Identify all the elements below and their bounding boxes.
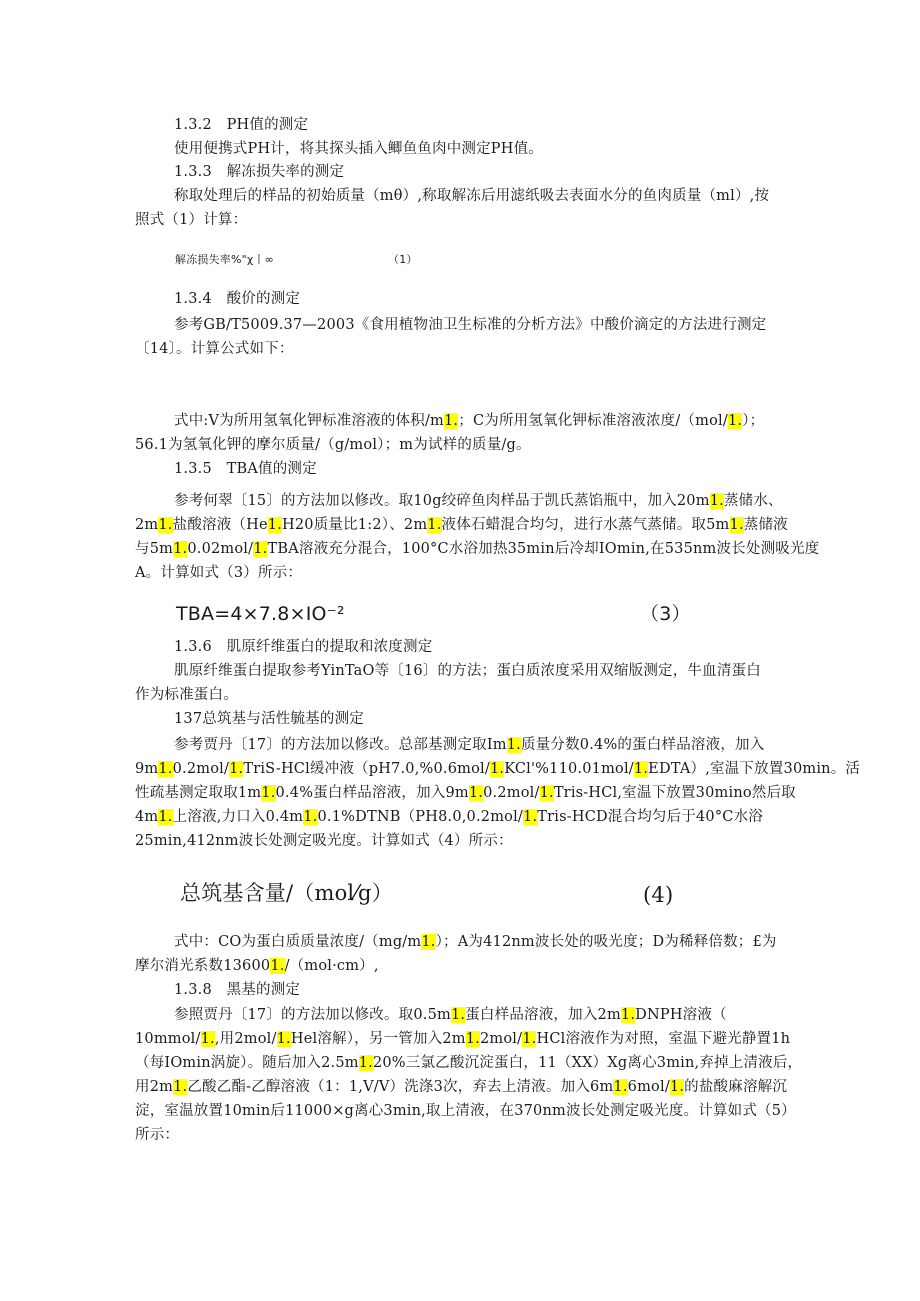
text-segment: 0.02mol/ — [187, 541, 254, 557]
text-segment: 上溶液,力口入0.4m — [172, 809, 304, 825]
text-line — [135, 808, 763, 828]
highlighted-unit: 1. — [158, 761, 173, 777]
text-segment: 所示： — [135, 1127, 180, 1143]
highlighted-unit: 1. — [523, 809, 538, 825]
text-line — [135, 436, 531, 456]
text-line — [135, 1078, 787, 1098]
highlighted-unit: 1. — [200, 1031, 215, 1047]
highlighted-unit: 1. — [270, 958, 285, 974]
text-segment: 1.3.6 肌原纤维蛋白的提取和浓度测定 — [174, 639, 433, 655]
text-line — [135, 516, 788, 536]
text-line — [174, 933, 777, 953]
text-segment: 6mol/ — [627, 1079, 670, 1095]
text-line — [174, 163, 344, 183]
highlighted-unit: 1. — [267, 517, 283, 533]
text-segment: Tris-HCD混合均匀后于40°C水浴 — [537, 809, 764, 825]
text-segment: 137总筑基与活性毓基的测定 — [174, 711, 364, 727]
highlighted-unit: 1. — [633, 761, 649, 777]
text-line — [174, 187, 769, 207]
text-segment: TriS-HCl缓冲液（pH7.0,%0.6mol/ — [243, 761, 490, 777]
text-segment: 25min,412nm波长处测定吸光度。计算如式（4）所示： — [135, 833, 513, 849]
formula-1-number: （1） — [388, 253, 418, 266]
text-line — [135, 686, 238, 706]
text-line — [135, 957, 379, 977]
highlighted-unit: 1. — [709, 493, 724, 509]
text-segment: ）；A为412nm波长处的吸光度；D为稀释倍数；£为 — [435, 934, 777, 950]
highlighted-unit: 1. — [539, 785, 554, 801]
highlighted-unit: 1. — [358, 1055, 373, 1071]
text-segment: 参考贾丹〔17〕的方法加以修改。总部基测定取Im — [174, 737, 507, 753]
text-segment: /（mol·cm）, — [284, 958, 379, 974]
text-segment: 0.1%DTNB（PH8.0,0.2mol/ — [317, 809, 524, 825]
text-segment: ；C为所用氢氧化钾标准溶液浓度/（mol/ — [458, 413, 728, 429]
highlighted-unit: 1. — [276, 1031, 291, 1047]
text-segment: 质量分数0.4%的蛋白样品溶液，加入 — [520, 737, 765, 753]
text-segment: 参照贾丹〔17〕的方法加以修改。取0.5m — [174, 1007, 451, 1023]
text-segment: 作为标准蛋白。 — [135, 687, 238, 703]
text-segment: 盐酸溶液（He — [172, 517, 268, 533]
text-segment: 的盐酸麻溶解沉 — [684, 1079, 788, 1095]
text-line — [174, 492, 783, 512]
text-line — [174, 460, 317, 480]
highlighted-unit: 1. — [465, 1031, 480, 1047]
formula-4-number: (4) — [643, 883, 674, 907]
text-segment: 蛋白样品溶液，加入2m — [465, 1007, 621, 1023]
text-line — [135, 1030, 790, 1050]
formula-3: TBA=4×7.8×IO⁻² — [176, 603, 345, 625]
text-segment: A。计算如式（3）所示： — [135, 565, 303, 581]
text-line — [174, 1006, 727, 1026]
text-segment: ,用2mol/ — [214, 1031, 277, 1047]
highlighted-unit: 1. — [421, 934, 436, 950]
text-segment: 2m — [135, 517, 159, 533]
formula-1: 解冻损失率%"χ丨∞ — [175, 253, 275, 266]
highlighted-unit: 1. — [173, 1079, 188, 1095]
text-segment: 0.2mol/ — [483, 785, 540, 801]
highlighted-unit: 1. — [450, 1007, 466, 1023]
highlighted-unit: 1. — [427, 517, 442, 533]
text-segment: 2mol/ — [480, 1031, 523, 1047]
text-line — [135, 1126, 179, 1146]
text-segment: Tris-HCl,室温下放置30mino然后取 — [553, 785, 796, 801]
text-segment: 照式（1）计算： — [135, 212, 248, 228]
text-segment: 称取处理后的样品的初始质量（mθ）,称取解冻后用滤纸吸去表面水分的鱼肉质量（ml）,按 — [174, 188, 770, 204]
text-line — [135, 564, 302, 584]
text-line — [174, 290, 300, 310]
text-line — [174, 736, 764, 756]
text-segment: 1.3.2 PH值的测定 — [174, 117, 309, 133]
text-segment: 9m — [135, 761, 159, 777]
text-line — [135, 540, 819, 560]
formula-3-number: （3） — [640, 603, 691, 625]
text-segment: 蒸储水、 — [723, 493, 783, 509]
text-segment: 淀，室温放置10min后11000×g离心3min,取上清液，在370nm波长处测定吸光度。计算如式（5） — [135, 1103, 796, 1119]
highlighted-unit: 1. — [158, 517, 173, 533]
text-segment: 〔14〕。计算公式如下： — [135, 341, 294, 357]
text-line — [174, 116, 308, 136]
text-segment: KCl'%110.01mol/ — [504, 761, 634, 777]
text-line — [135, 1054, 802, 1074]
text-segment: 10mmol/ — [135, 1031, 201, 1047]
text-segment: 肌原纤维蛋白提取参考YinTaO等〔16〕的方法；蛋白质浓度采用双缩版测定，牛血清蛋白 — [174, 663, 761, 679]
text-segment: 参考何翠〔15〕的方法加以修改。取10g绞碎鱼肉样品于凯氏蒸馅瓶中，加入20m — [174, 493, 710, 509]
text-segment: 性疏基测定取取1m — [135, 785, 262, 801]
text-segment: 1.3.5 TBA值的测定 — [174, 461, 317, 477]
highlighted-unit: 1. — [173, 541, 188, 557]
highlighted-unit: 1. — [506, 737, 521, 753]
highlighted-unit: 1. — [620, 1007, 636, 1023]
text-segment: 1.3.3 解冻损失率的测定 — [174, 164, 345, 180]
text-line — [135, 760, 860, 780]
highlighted-unit: 1. — [261, 785, 276, 801]
highlighted-unit: 1. — [444, 413, 459, 429]
text-segment: 4m — [135, 809, 159, 825]
text-segment: 1.3.4 酸价的测定 — [174, 291, 301, 307]
text-line — [135, 832, 513, 852]
text-segment: 式中:V为所用氢氧化钾标准溶液的体积/m — [174, 413, 444, 429]
text-segment: 用2m — [135, 1079, 174, 1095]
text-segment: 蒸储液 — [743, 517, 788, 533]
text-segment: 使用便携式PH计，将其探头插入鲫鱼鱼肉中测定PH值。 — [174, 141, 544, 157]
highlighted-unit: 1. — [229, 761, 244, 777]
text-line — [174, 710, 364, 730]
highlighted-unit: 1. — [727, 413, 743, 429]
text-line — [174, 412, 764, 432]
text-segment: H20质量比1:2）、2m — [282, 517, 428, 533]
text-segment: （每IOmin涡旋）。随后加入2.5m — [135, 1055, 359, 1071]
text-segment: Hel溶解），另一管加入2m — [290, 1031, 466, 1047]
highlighted-unit: 1. — [158, 809, 173, 825]
highlighted-unit: 1. — [729, 517, 744, 533]
text-segment: TBA溶液充分混合，100°C水浴加热35min后冷却IOmin,在535nm波长处测吸光度 — [267, 541, 820, 557]
text-segment: 与5m — [135, 541, 174, 557]
text-segment: 液体石蜡混合均匀，进行水蒸气蒸储。取5m — [441, 517, 730, 533]
highlighted-unit: 1. — [669, 1079, 685, 1095]
formula-4: 总筑基含量/（mol⁄g） — [180, 881, 393, 905]
text-segment: 1.3.8 黑基的测定 — [174, 982, 301, 998]
highlighted-unit: 1. — [613, 1079, 628, 1095]
highlighted-unit: 1. — [303, 809, 318, 825]
text-segment: ）； — [742, 413, 765, 429]
text-segment: 参考GB/T5009.37—2003《食用植物油卫生标准的分析方法》中酸价滴定的方法进行测定 — [174, 317, 767, 333]
highlighted-unit: 1. — [468, 785, 484, 801]
text-line — [174, 662, 761, 682]
text-line — [135, 784, 796, 804]
text-segment: 乙酸乙酯-乙醇溶液（1：1,V/V）洗涤3次，弃去上清液。加入6m — [187, 1079, 614, 1095]
text-line — [174, 638, 432, 658]
text-line — [174, 140, 543, 160]
text-segment: 摩尔消光系数13600 — [135, 958, 271, 974]
text-segment: EDTA）,室温下放置30min。活 — [648, 761, 861, 777]
text-segment: 0.4%蛋白样品溶液，加入9m — [275, 785, 469, 801]
text-line — [174, 981, 300, 1001]
text-segment: HCl溶液作为对照，室温下避光静置1h — [536, 1031, 791, 1047]
highlighted-unit: 1. — [489, 761, 505, 777]
text-line — [174, 316, 766, 336]
text-line — [135, 211, 247, 231]
text-segment: DNPH溶液（ — [635, 1007, 727, 1023]
text-segment: 20%三氯乙酸沉淀蛋白，11（XX）Xg离心3min,弃掉上清液后， — [372, 1055, 803, 1071]
text-line — [135, 1102, 796, 1122]
text-segment: 0.2mol/ — [172, 761, 230, 777]
highlighted-unit: 1. — [253, 541, 268, 557]
text-line — [135, 340, 294, 360]
text-segment: 56.1为氢氧化钾的摩尔质量/（g/mol）；m为试样的质量/g。 — [135, 437, 531, 453]
highlighted-unit: 1. — [522, 1031, 537, 1047]
text-segment: 式中：CO为蛋白质质量浓度/（mg/m — [174, 934, 422, 950]
